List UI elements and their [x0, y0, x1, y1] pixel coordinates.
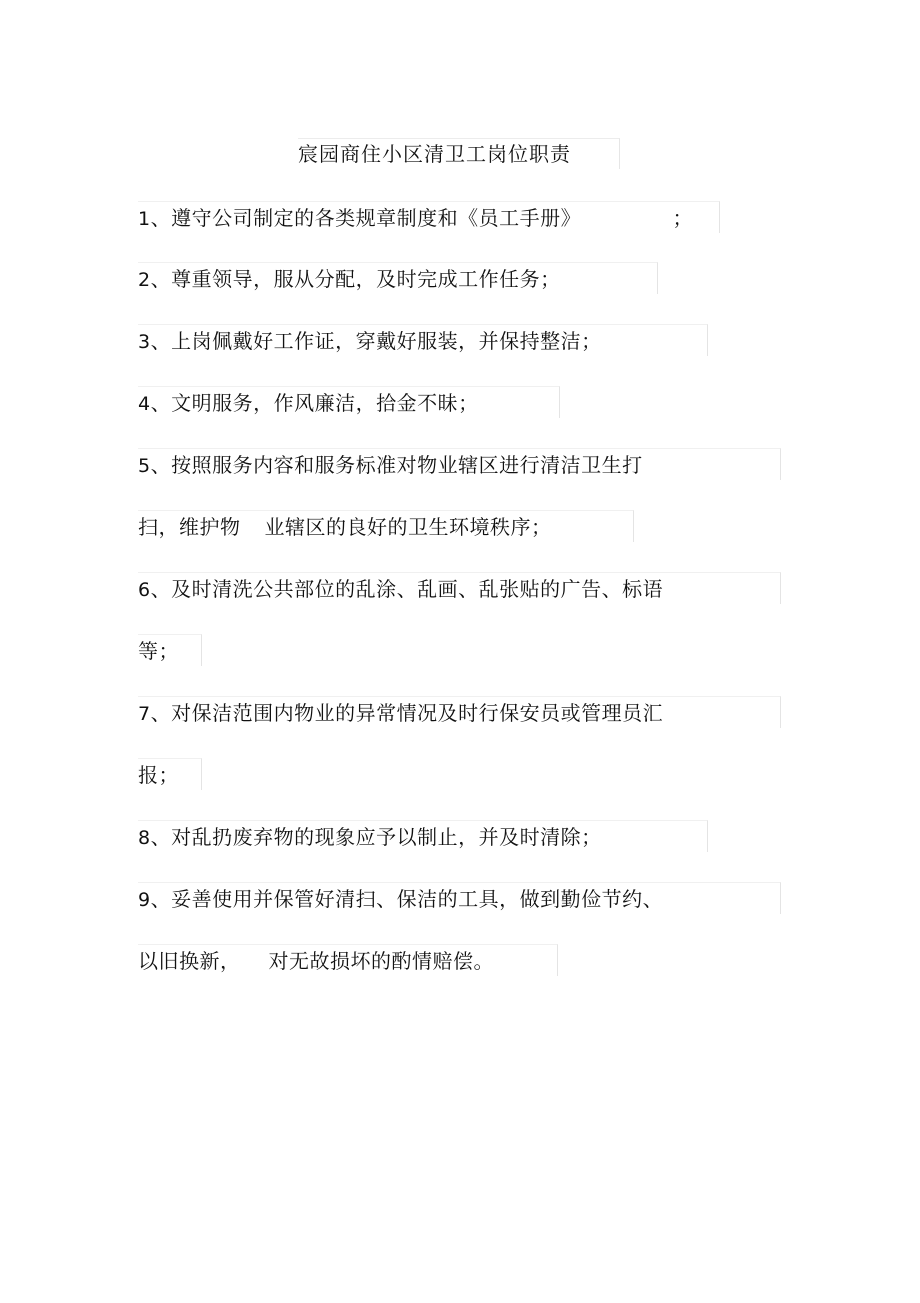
document-title: 宸园商住小区清卫工岗位职责 [298, 138, 620, 169]
item-text: 、及时清洗公共部位的乱涂、乱画、乱张贴的广告、标语 [150, 577, 664, 601]
list-item-9-continuation [138, 944, 558, 976]
item-text-a: 以旧换新， [138, 949, 241, 973]
list-item-5 [138, 448, 781, 480]
item-text-b: 对无故损坏的酌情赔偿。 [268, 949, 494, 973]
item-number: 3 [138, 331, 151, 353]
list-item-3 [138, 324, 708, 356]
item-number: 5 [138, 455, 151, 477]
item-number: 6 [138, 579, 151, 601]
item-text: 、文明服务，作风廉洁，拾金不昧； [150, 391, 479, 415]
item-text: 、对保洁范围内物业的异常情况及时行保安员或管理员汇 [150, 701, 664, 725]
item-text-a: 扫，维护物 [138, 515, 241, 539]
item-text: 等； [138, 639, 179, 663]
item-trailing-punct: ； [672, 206, 693, 230]
list-item-8 [138, 820, 708, 852]
list-item-5-continuation [138, 510, 634, 542]
item-text: 、尊重领导，服从分配，及时完成工作任务； [150, 267, 561, 291]
item-number: 7 [138, 703, 151, 725]
list-item-7-continuation [138, 758, 202, 790]
item-number: 9 [138, 889, 151, 911]
list-item-6 [138, 572, 781, 604]
item-text: 、妥善使用并保管好清扫、保洁的工具，做到勤俭节约、 [150, 887, 664, 911]
item-text: 、对乱扔废弃物的现象应予以制止，并及时清除； [150, 825, 602, 849]
item-number: 4 [138, 393, 151, 415]
item-text: 、上岗佩戴好工作证，穿戴好服装，并保持整洁； [150, 329, 602, 353]
item-text: 报； [138, 763, 179, 787]
item-number: 1 [138, 208, 151, 230]
list-item-1 [138, 201, 720, 233]
item-number: 8 [138, 827, 151, 849]
item-text: 、按照服务内容和服务标准对物业辖区进行清洁卫生打 [150, 453, 643, 477]
item-text: 、遵守公司制定的各类规章制度和《员工手册》 [150, 206, 582, 230]
list-item-7 [138, 696, 781, 728]
list-item-2 [138, 262, 658, 294]
list-item-9 [138, 882, 781, 914]
list-item-6-continuation [138, 634, 202, 666]
list-item-4 [138, 386, 560, 418]
item-text-b: 业辖区的良好的卫生环境秩序； [264, 515, 552, 539]
item-number: 2 [138, 269, 151, 291]
